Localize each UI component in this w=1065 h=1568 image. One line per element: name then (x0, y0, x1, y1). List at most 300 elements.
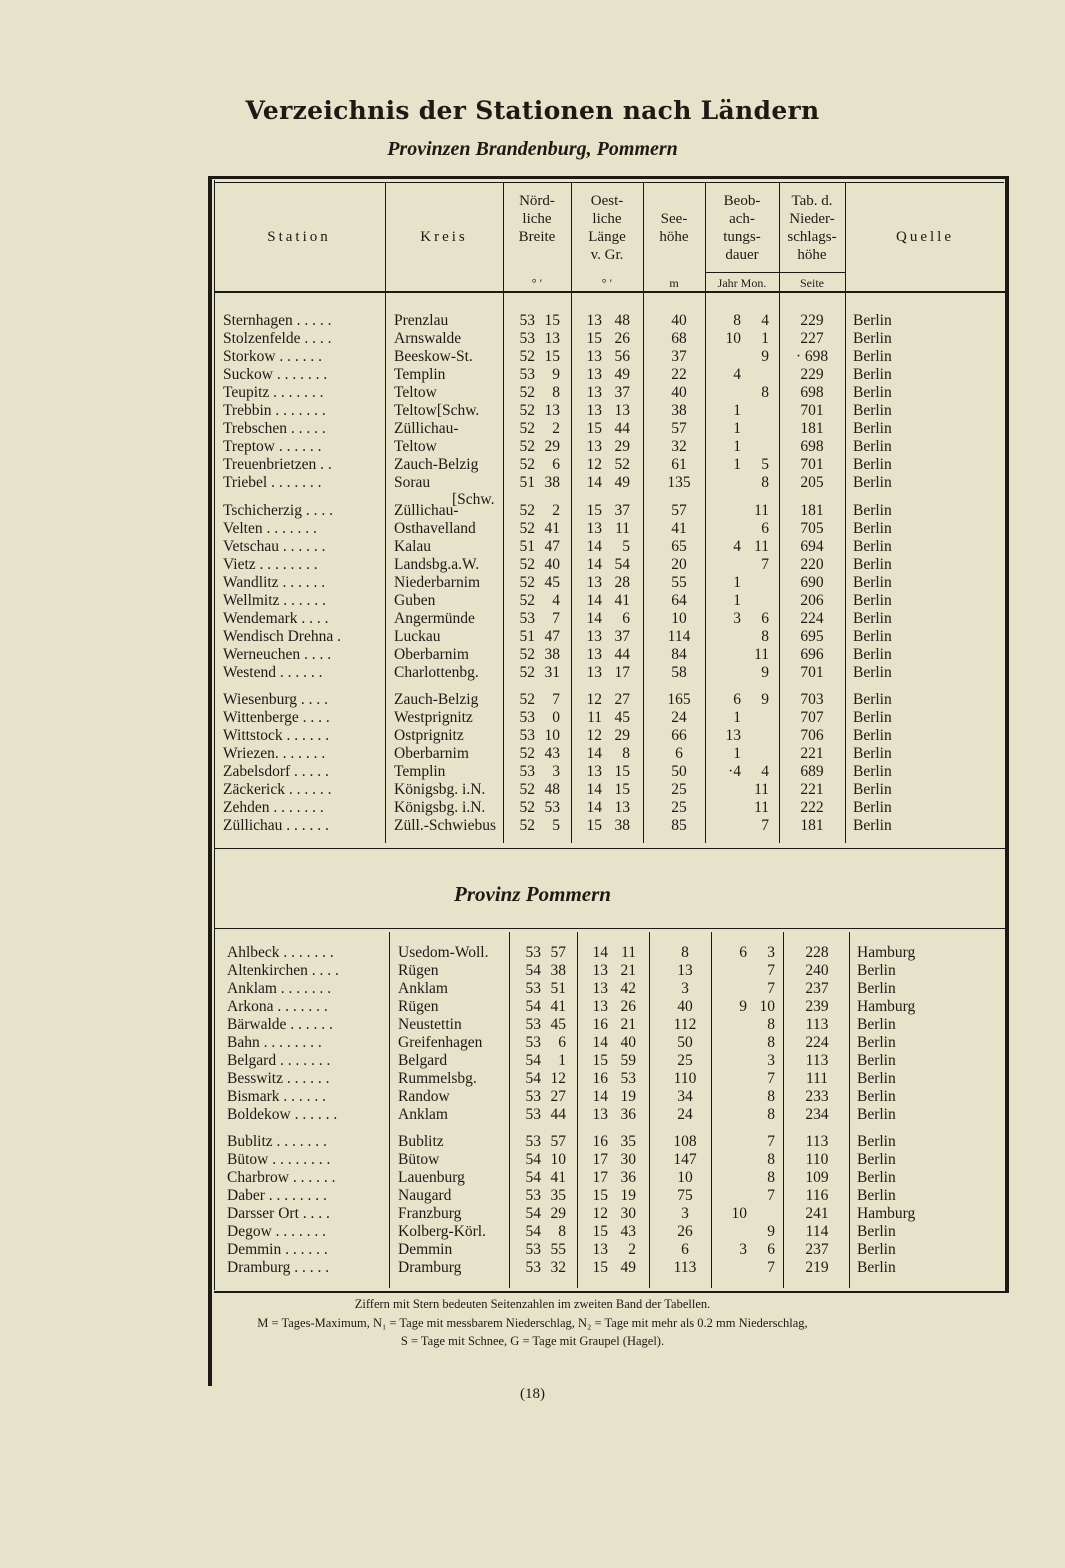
cell-lat-deg: 52 (519, 438, 535, 455)
cell-lon-deg: 14 (586, 556, 602, 573)
cell-dauer-mon: 8 (761, 628, 769, 645)
table-row (0, 520, 1065, 538)
cell-lon-min: 11 (615, 520, 630, 537)
cell-dauer-mon: 5 (761, 456, 769, 473)
cell-seite: 696 (800, 646, 824, 663)
cell-hoehe: 22 (671, 366, 687, 383)
table-row (0, 745, 1065, 763)
cell-lon-deg: 13 (592, 998, 608, 1015)
cell-lat-min: 32 (550, 1259, 566, 1276)
section-title-pommern: Provinz Pommern (454, 882, 611, 906)
cell-station: Wriezen. . . . . . . (223, 745, 326, 762)
table-row (0, 1052, 1065, 1070)
cell-lat-min: 8 (552, 384, 560, 401)
cell-dauer-mon: 4 (761, 763, 769, 780)
cell-quelle: Berlin (853, 312, 892, 329)
cell-seite: · 698 (795, 348, 829, 365)
cell-lon-min: 43 (620, 1223, 636, 1240)
cell-lon-deg: 14 (592, 1088, 608, 1105)
cell-lat-min: 13 (544, 330, 560, 347)
cell-station: Bahn . . . . . . . . (227, 1034, 322, 1051)
cell-lon-min: 2 (628, 1241, 636, 1258)
cell-kreis: Anklam (398, 1106, 448, 1123)
cell-hoehe: 65 (671, 538, 687, 555)
cell-lon-min: 21 (620, 962, 636, 979)
cell-lat-deg: 53 (519, 366, 535, 383)
cell-seite: 219 (805, 1259, 829, 1276)
cell-kreis: Greifenhagen (398, 1034, 483, 1051)
table-row (0, 1034, 1065, 1052)
cell-station: Darsser Ort . . . . (227, 1205, 330, 1222)
cell-lon-deg: 16 (592, 1133, 608, 1150)
cell-lon-deg: 13 (586, 366, 602, 383)
cell-seite: 689 (800, 763, 824, 780)
cell-dauer-mon: 6 (761, 520, 769, 537)
cell-quelle: Berlin (853, 781, 892, 798)
cell-station: Bärwalde . . . . . . (227, 1016, 333, 1033)
cell-lat-min: 29 (550, 1205, 566, 1222)
cell-dauer-mon: 8 (761, 474, 769, 491)
cell-lat-min: 41 (544, 520, 560, 537)
cell-lon-deg: 17 (592, 1169, 608, 1186)
cell-kreis: Königsbg. i.N. (394, 781, 486, 798)
cell-kreis: Oberbarnim (394, 646, 469, 663)
cell-seite: 240 (805, 962, 829, 979)
cell-dauer-mon: 9 (767, 1223, 775, 1240)
cell-dauer-mon: 3 (767, 1052, 775, 1069)
cell-lat-min: 35 (550, 1187, 566, 1204)
cell-dauer-mon: 9 (761, 664, 769, 681)
cell-station: Wendemark . . . . (223, 610, 329, 627)
cell-lon-min: 28 (614, 574, 630, 591)
cell-lat-deg: 54 (525, 1151, 541, 1168)
cell-hoehe: 61 (671, 456, 687, 473)
cell-station: Westend . . . . . . (223, 664, 323, 681)
cell-seite: 205 (800, 474, 824, 491)
header-dauer: Beob- ach- tungs- dauer (723, 193, 761, 263)
cell-lat-min: 7 (552, 610, 560, 627)
cell-kreis: Rügen (398, 962, 439, 979)
table-row (0, 691, 1065, 709)
cell-lat-deg: 52 (519, 592, 535, 609)
cell-kreis: Guben (394, 592, 436, 609)
cell-station: Anklam . . . . . . . (227, 980, 332, 997)
cell-station: Zäckerick . . . . . . (223, 781, 332, 798)
cell-dauer-jahr: 1 (733, 709, 741, 726)
cell-quelle: Berlin (857, 962, 896, 979)
cell-kreis: Lauenburg (398, 1169, 465, 1186)
cell-lat-min: 57 (550, 1133, 566, 1150)
cell-lat-deg: 52 (519, 520, 535, 537)
cell-seite: 705 (800, 520, 824, 537)
cell-lon-deg: 12 (586, 456, 602, 473)
cell-dauer-mon: 8 (767, 1169, 775, 1186)
unit-hoehe: m (669, 276, 679, 290)
footnote-2: M = Tages-Maximum, N₁ = Tage mit messbarem Niederschlag, N₂ = Tage mit mehr als 0.2 mm Niederschlag, (257, 1316, 808, 1330)
cell-dauer-jahr: 3 (733, 610, 741, 627)
section-rule-top (214, 848, 1005, 849)
cell-station: Werneuchen . . . . (223, 646, 332, 663)
cell-dauer-mon: 7 (767, 962, 775, 979)
cell-station: Wittenberge . . . . (223, 709, 330, 726)
cell-lat-min: 3 (552, 763, 560, 780)
cell-dauer-jahr: 1 (733, 592, 741, 609)
table-row (0, 763, 1065, 781)
cell-seite: 113 (805, 1016, 829, 1033)
cell-hoehe: 110 (673, 1070, 697, 1087)
cell-dauer-mon: 10 (759, 998, 775, 1015)
table-row (0, 628, 1065, 646)
table-row (0, 980, 1065, 998)
cell-seite: 221 (800, 745, 824, 762)
cell-lat-min: 45 (550, 1016, 566, 1033)
cell-dauer-jahr: 10 (725, 330, 741, 347)
cell-kreis: Zauch-Belzig (394, 456, 479, 473)
cell-lat-deg: 53 (525, 1133, 541, 1150)
cell-lat-min: 31 (544, 664, 560, 681)
cell-station: Charbrow . . . . . . (227, 1169, 336, 1186)
cell-kreis: Teltow[Schw. (394, 402, 480, 419)
cell-seite: 237 (805, 1241, 829, 1258)
cell-station: Daber . . . . . . . . (227, 1187, 327, 1204)
cell-lon-min: 45 (614, 709, 630, 726)
cell-station: Bismark . . . . . . (227, 1088, 327, 1105)
cell-kreis: Charlottenbg. (394, 664, 479, 681)
page-title: Verzeichnis der Stationen nach Ländern (245, 96, 820, 125)
cell-dauer-mon: 7 (761, 817, 769, 834)
table-row (0, 1187, 1065, 1205)
cell-lon-min: 54 (614, 556, 630, 573)
cell-lon-min: 48 (614, 312, 630, 329)
cell-quelle: Berlin (853, 745, 892, 762)
cell-hoehe: 50 (671, 763, 687, 780)
frame-top-rule (208, 176, 1009, 179)
cell-lat-min: 47 (544, 538, 560, 555)
cell-quelle: Berlin (853, 538, 892, 555)
cell-dauer-jahr: 1 (733, 420, 741, 437)
cell-dauer-mon: 8 (767, 1034, 775, 1051)
cell-seite: 695 (800, 628, 824, 645)
table-row (0, 574, 1065, 592)
cell-lon-deg: 13 (586, 384, 602, 401)
cell-lat-min: 15 (544, 312, 560, 329)
cell-kreis: Neustettin (398, 1016, 462, 1033)
cell-quelle: Berlin (853, 727, 892, 744)
cell-station: Vetschau . . . . . . (223, 538, 326, 555)
cell-lon-min: 15 (614, 763, 630, 780)
cell-lon-deg: 13 (586, 402, 602, 419)
cell-seite: 703 (800, 691, 824, 708)
cell-lon-deg: 13 (586, 520, 602, 537)
cell-lat-min: 47 (544, 628, 560, 645)
cell-lon-deg: 15 (586, 330, 602, 347)
cell-lat-min: 53 (544, 799, 560, 816)
cell-seite: 206 (800, 592, 824, 609)
cell-kreis: Zauch-Belzig (394, 691, 479, 708)
table-row (0, 1016, 1065, 1034)
cell-quelle: Berlin (857, 1187, 896, 1204)
table-row (0, 799, 1065, 817)
cell-seite: 109 (805, 1169, 829, 1186)
footnote-3: S = Tage mit Schnee, G = Tage mit Graupel (Hagel). (400, 1334, 665, 1348)
cell-seite: 706 (800, 727, 824, 744)
cell-lat-deg: 53 (525, 1187, 541, 1204)
cell-lat-min: 15 (544, 348, 560, 365)
cell-lat-deg: 52 (519, 817, 535, 834)
header-hoehe: See- höhe (659, 211, 689, 245)
table-row (0, 944, 1065, 962)
cell-lon-deg: 12 (592, 1205, 608, 1222)
cell-lat-deg: 53 (519, 330, 535, 347)
table-row (0, 348, 1065, 366)
cell-hoehe: 6 (681, 1241, 689, 1258)
cell-hoehe: 165 (667, 691, 691, 708)
cell-dauer-mon: 7 (767, 1187, 775, 1204)
cell-lat-deg: 53 (525, 1088, 541, 1105)
cell-lon-min: 13 (614, 799, 630, 816)
cell-lon-deg: 13 (586, 312, 602, 329)
cell-lon-min: 37 (614, 384, 630, 401)
cell-lon-deg: 13 (586, 628, 602, 645)
cell-lon-min: 5 (622, 538, 630, 555)
cell-quelle: Berlin (853, 664, 892, 681)
cell-lat-min: 12 (550, 1070, 566, 1087)
cell-lon-min: 8 (622, 745, 630, 762)
cell-lat-deg: 54 (525, 962, 541, 979)
cell-dauer-mon: 9 (761, 691, 769, 708)
cell-dauer-jahr: 1 (733, 574, 741, 591)
cell-lon-min: 42 (620, 980, 636, 997)
cell-seite: 229 (800, 312, 824, 329)
cell-lon-min: 36 (620, 1169, 636, 1186)
table-row (0, 538, 1065, 556)
table-row (0, 1169, 1065, 1187)
cell-lon-deg: 13 (586, 763, 602, 780)
cell-seite: 220 (800, 556, 824, 573)
table-row (0, 384, 1065, 402)
cell-quelle: Berlin (857, 1034, 896, 1051)
cell-lon-deg: 15 (592, 1052, 608, 1069)
cell-lon-deg: 16 (592, 1016, 608, 1033)
table-row (0, 330, 1065, 348)
table-row (0, 781, 1065, 799)
cell-seite: 222 (800, 799, 824, 816)
cell-lat-min: 29 (544, 438, 560, 455)
cell-kreis: Kalau (394, 538, 432, 555)
table-row (0, 366, 1065, 384)
cell-hoehe: 57 (671, 502, 687, 519)
unit-dauer: Jahr Mon. (717, 276, 767, 290)
cell-hoehe: 13 (677, 962, 693, 979)
cell-seite: 707 (800, 709, 824, 726)
cell-lat-deg: 52 (519, 799, 535, 816)
cell-dauer-mon: 7 (761, 556, 769, 573)
cell-seite: 233 (805, 1088, 829, 1105)
cell-dauer-jahr: 1 (733, 745, 741, 762)
cell-quelle: Berlin (853, 556, 892, 573)
cell-station: Treuenbrietzen . . (223, 456, 332, 473)
cell-dauer-jahr: 6 (739, 944, 747, 961)
table-row (0, 1259, 1065, 1277)
cell-quelle: Berlin (853, 348, 892, 365)
cell-quelle: Berlin (857, 1052, 896, 1069)
cell-lon-min: 56 (614, 348, 630, 365)
header-station: Station (267, 229, 331, 245)
cell-lon-deg: 13 (586, 438, 602, 455)
cell-kreis: Züllichau- (394, 420, 459, 437)
cell-seite: 181 (800, 817, 824, 834)
cell-kreis: Dramburg (398, 1259, 462, 1276)
table-row (0, 817, 1065, 835)
cell-hoehe: 34 (677, 1088, 693, 1105)
cell-lat-min: 48 (544, 781, 560, 798)
cell-station: Wellmitz . . . . . . (223, 592, 326, 609)
page-number: (18) (520, 1386, 545, 1402)
cell-seite: 114 (805, 1223, 829, 1240)
cell-quelle: Berlin (857, 1016, 896, 1033)
cell-lon-min: 30 (620, 1205, 636, 1222)
cell-lon-min: 49 (620, 1259, 636, 1276)
cell-lon-min: 29 (614, 438, 630, 455)
cell-lon-deg: 14 (586, 474, 602, 491)
cell-hoehe: 85 (671, 817, 687, 834)
cell-kreis: Franzburg (398, 1205, 462, 1222)
cell-lat-deg: 53 (525, 1259, 541, 1276)
cell-quelle: Berlin (853, 799, 892, 816)
cell-lon-min: 40 (620, 1034, 636, 1051)
cell-hoehe: 113 (673, 1259, 697, 1276)
cell-dauer-jahr: ·4 (728, 763, 741, 780)
cell-quelle: Hamburg (857, 944, 916, 961)
cell-lat-deg: 53 (519, 763, 535, 780)
table-row (0, 1151, 1065, 1169)
table-row (0, 998, 1065, 1016)
cell-lon-min: 30 (620, 1151, 636, 1168)
cell-lon-deg: 17 (592, 1151, 608, 1168)
cell-lon-min: 44 (614, 420, 630, 437)
cell-lat-min: 55 (550, 1241, 566, 1258)
cell-seite: 239 (805, 998, 829, 1015)
cell-seite: 234 (805, 1106, 829, 1123)
table-row (0, 664, 1065, 682)
cell-hoehe: 66 (671, 727, 687, 744)
cell-hoehe: 112 (673, 1016, 697, 1033)
cell-lon-deg: 13 (592, 980, 608, 997)
cell-lat-deg: 52 (519, 781, 535, 798)
table-row (0, 709, 1065, 727)
cell-lat-deg: 53 (519, 610, 535, 627)
cell-hoehe: 10 (677, 1169, 693, 1186)
cell-hoehe: 55 (671, 574, 687, 591)
cell-lat-deg: 52 (519, 745, 535, 762)
cell-dauer-mon: 8 (767, 1016, 775, 1033)
cell-hoehe: 57 (671, 420, 687, 437)
cell-seite: 110 (805, 1151, 829, 1168)
cell-hoehe: 6 (675, 745, 683, 762)
cell-lat-min: 4 (552, 592, 560, 609)
cell-station: Treptow . . . . . . (223, 438, 322, 455)
cell-seite: 181 (800, 420, 824, 437)
cell-dauer-mon: 8 (767, 1106, 775, 1123)
cell-lat-min: 41 (550, 998, 566, 1015)
cell-lon-min: 21 (620, 1016, 636, 1033)
cell-dauer-mon: 7 (767, 980, 775, 997)
cell-lat-deg: 54 (525, 998, 541, 1015)
cell-lon-deg: 15 (592, 1223, 608, 1240)
cell-lon-deg: 14 (592, 944, 608, 961)
cell-lat-min: 45 (544, 574, 560, 591)
cell-station: Ahlbeck . . . . . . . (227, 944, 334, 961)
cell-kreis: Rummelsbg. (398, 1070, 477, 1087)
cell-dauer-mon: 8 (767, 1088, 775, 1105)
cell-hoehe: 58 (671, 664, 687, 681)
cell-lat-deg: 52 (519, 402, 535, 419)
cell-station: Demmin . . . . . . (227, 1241, 328, 1258)
cell-lon-deg: 13 (586, 348, 602, 365)
cell-station: Altenkirchen . . . . (227, 962, 339, 979)
cell-lat-min: 41 (550, 1169, 566, 1186)
cell-seite: 241 (805, 1205, 829, 1222)
cell-lon-min: 17 (614, 664, 630, 681)
cell-lat-deg: 53 (525, 1106, 541, 1123)
cell-quelle: Berlin (857, 1241, 896, 1258)
cell-dauer-mon: 8 (761, 384, 769, 401)
cell-quelle: Berlin (853, 456, 892, 473)
cell-dauer-mon: 7 (767, 1133, 775, 1150)
cell-station: Stolzenfelde . . . . (223, 330, 332, 347)
cell-station: Vietz . . . . . . . . (223, 556, 318, 573)
cell-dauer-jahr: 10 (731, 1205, 747, 1222)
cell-lon-deg: 15 (586, 420, 602, 437)
cell-station: Sternhagen . . . . . (223, 312, 332, 329)
cell-lat-min: 38 (550, 962, 566, 979)
cell-quelle: Berlin (853, 592, 892, 609)
cell-hoehe: 25 (671, 781, 687, 798)
cell-lon-min: 19 (620, 1088, 636, 1105)
cell-lat-deg: 53 (519, 727, 535, 744)
cell-quelle: Berlin (853, 420, 892, 437)
cell-lat-min: 10 (550, 1151, 566, 1168)
cell-lon-deg: 11 (587, 709, 602, 726)
cell-station: Besswitz . . . . . . (227, 1070, 330, 1087)
cell-seite: 228 (805, 944, 829, 961)
sorau-extra-row (0, 489, 1065, 507)
cell-dauer-mon: 3 (767, 944, 775, 961)
cell-kreis: Angermünde (394, 610, 475, 627)
table-row (0, 420, 1065, 438)
cell-kreis: Teltow (394, 438, 437, 455)
cell-kreis: Naugard (398, 1187, 452, 1204)
cell-lat-deg: 53 (525, 980, 541, 997)
cell-dauer-jahr: 9 (739, 998, 747, 1015)
frame-top-rule-inner (214, 182, 1004, 183)
cell-lat-min: 40 (544, 556, 560, 573)
table-row (0, 312, 1065, 330)
cell-lat-min: 38 (544, 474, 560, 491)
cell-station: Storkow . . . . . . (223, 348, 323, 365)
cell-hoehe: 8 (681, 944, 689, 961)
cell-lon-deg: 13 (592, 1106, 608, 1123)
cell-lat-min: 44 (550, 1106, 566, 1123)
cell-lat-deg: 53 (525, 944, 541, 961)
cell-lat-deg: 52 (519, 456, 535, 473)
cell-hoehe: 38 (671, 402, 687, 419)
cell-lat-min: 57 (550, 944, 566, 961)
cell-hoehe: 50 (677, 1034, 693, 1051)
cell-lat-deg: 52 (519, 556, 535, 573)
table-row (0, 1106, 1065, 1124)
cell-dauer-jahr: 1 (733, 456, 741, 473)
